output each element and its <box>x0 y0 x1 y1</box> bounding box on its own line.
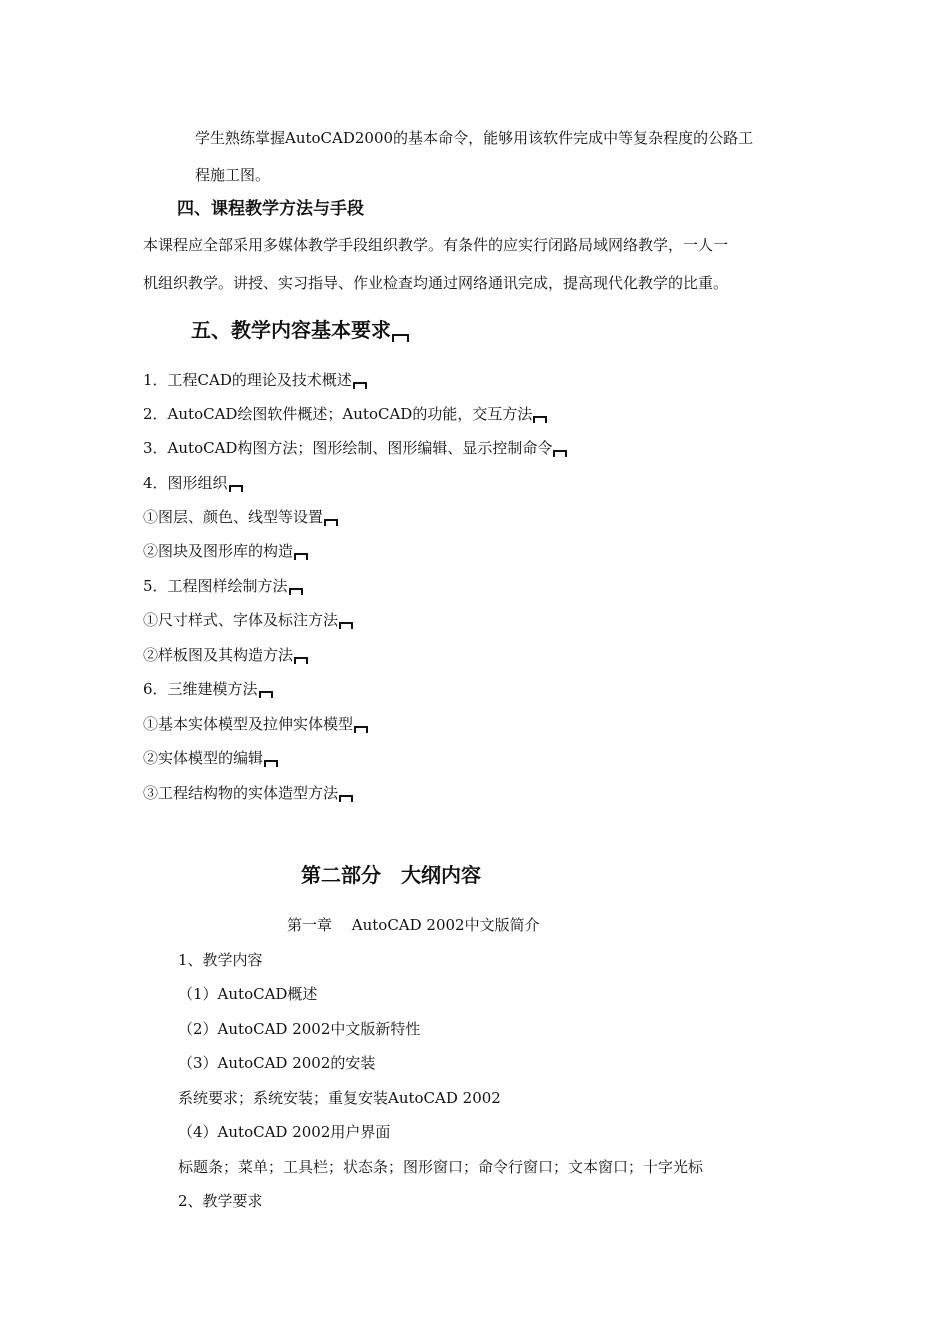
section-4-para-line-2: 机组织教学。讲授、实习指导、作业检查均通过网络通讯完成，提高现代化教学的比重。 <box>143 274 729 292</box>
paragraph-mark-icon <box>264 760 278 767</box>
paragraph-mark-icon <box>229 485 243 492</box>
requirement-item <box>143 576 303 596</box>
requirement-item <box>143 714 368 734</box>
requirement-item-text: ②样板图及其构造方法 <box>143 646 294 664</box>
outline-line: （1）AutoCAD概述 <box>178 985 318 1003</box>
requirement-item-text: ①图层、颜色、线型等设置 <box>143 508 324 526</box>
outline-line: （4）AutoCAD 2002用户界面 <box>178 1123 391 1141</box>
paragraph-mark-icon <box>354 726 368 733</box>
requirement-item-text: 1．工程CAD的理论及技术概述 <box>143 371 352 389</box>
outline-line: 1、教学内容 <box>178 951 263 969</box>
section-5-heading-text: 五、教学内容基本要求 <box>191 318 391 342</box>
requirement-item <box>143 404 547 424</box>
requirement-item-text: ①基本实体模型及拉伸实体模型 <box>143 715 354 733</box>
requirement-item <box>143 473 243 493</box>
intro-line-1: 学生熟练掌握AutoCAD2000的基本命令，能够用该软件完成中等复杂程度的公路工 <box>195 129 754 147</box>
intro-line-2: 程施工图。 <box>195 166 271 184</box>
paragraph-mark-icon <box>339 622 353 629</box>
chapter-1-title: 第一章 AutoCAD 2002中文版简介 <box>287 916 540 934</box>
paragraph-mark-icon <box>294 657 308 664</box>
paragraph-mark-icon <box>259 691 273 698</box>
requirement-item <box>143 438 567 458</box>
section-4-heading: 四、课程教学方法与手段 <box>177 199 364 219</box>
requirement-item-text: 5．工程图样绘制方法 <box>143 577 288 595</box>
requirement-item-text: ②图块及图形库的构造 <box>143 542 294 560</box>
requirement-item <box>143 645 308 665</box>
section-4-para-line-1: 本课程应全部采用多媒体教学手段组织教学。有条件的应实行闭路局域网络教学，一人一 <box>143 236 729 254</box>
outline-line: 系统要求；系统安装；重复安装AutoCAD 2002 <box>178 1089 501 1107</box>
requirement-item <box>143 610 353 630</box>
paragraph-mark-icon <box>289 588 303 595</box>
paragraph-mark-icon <box>294 553 308 560</box>
paragraph-mark-icon <box>324 519 338 526</box>
requirement-item-text: 4．图形组织 <box>143 474 228 492</box>
requirement-item <box>143 679 273 699</box>
paragraph-mark-icon <box>392 334 409 342</box>
requirement-item-text: 3．AutoCAD构图方法；图形绘制、图形编辑、显示控制命令 <box>143 439 553 457</box>
paragraph-mark-icon <box>339 795 353 802</box>
requirement-item <box>143 507 338 527</box>
requirement-item-text: ①尺寸样式、字体及标注方法 <box>143 611 339 629</box>
paragraph-mark-icon <box>353 382 367 389</box>
part-2-heading: 第二部分 大纲内容 <box>301 863 481 887</box>
requirement-item-text: 6．三维建模方法 <box>143 680 258 698</box>
requirement-item <box>143 783 353 803</box>
outline-line: 标题条；菜单；工具栏；状态条；图形窗口；命令行窗口；文本窗口；十字光标 <box>178 1158 704 1176</box>
section-5-heading <box>191 320 409 342</box>
paragraph-mark-icon <box>553 450 567 457</box>
requirement-item <box>143 370 367 390</box>
outline-line: 2、教学要求 <box>178 1192 263 1210</box>
paragraph-mark-icon <box>533 416 547 423</box>
outline-line: （2）AutoCAD 2002中文版新特性 <box>178 1020 421 1038</box>
requirement-item-text: ③工程结构物的实体造型方法 <box>143 784 339 802</box>
requirement-item-text: 2．AutoCAD绘图软件概述；AutoCAD的功能，交互方法 <box>143 405 533 423</box>
requirement-item <box>143 541 308 561</box>
requirement-item-text: ②实体模型的编辑 <box>143 749 264 767</box>
outline-line: （3）AutoCAD 2002的安装 <box>178 1054 376 1072</box>
requirement-item <box>143 748 278 768</box>
